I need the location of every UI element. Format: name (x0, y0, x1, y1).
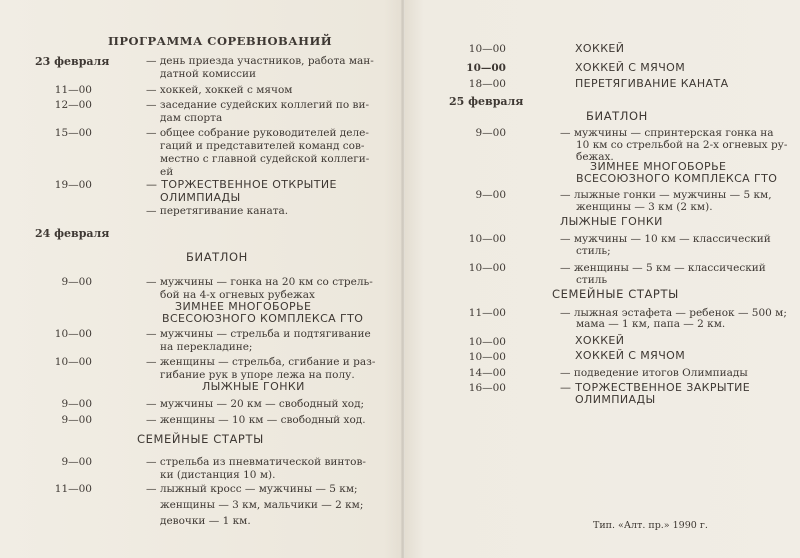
event-time: 10—00 (466, 62, 506, 74)
event-text: — хоккей, хоккей с мячом (146, 84, 293, 96)
event-text: на перекладине; (160, 341, 253, 353)
event-text: бой на 4-х огневых рубежах (160, 289, 315, 301)
event-time: 16—00 (468, 382, 506, 394)
section-heading: ЗИМНЕЕ МНОГОБОРЬЕ (175, 300, 312, 313)
event-text: — стрельба из пневматической винтов- (146, 456, 366, 468)
event-text: стиль (576, 274, 608, 286)
event-text: ОЛИМПИАДЫ (575, 393, 656, 406)
event-text: — женщины — стрельба, сгибание и раз- (146, 356, 376, 368)
event-time: 12—00 (54, 99, 92, 111)
event-text: гибание рук в упоре лежа на полу. (160, 369, 355, 381)
event-text: — общее собрание руководителей деле- (146, 127, 369, 139)
event-text: ки (дистанция 10 м). (160, 469, 276, 481)
date-heading: 25 февраля (449, 95, 524, 108)
event-text: — перетягивание каната. (146, 205, 289, 217)
event-time: 10—00 (468, 233, 506, 245)
event-text: — женщины — 5 км — классический (560, 262, 766, 274)
event-time: 18—00 (468, 78, 506, 90)
event-text: — мужчины — стрельба и подтягивание (146, 328, 371, 340)
event-text: гаций и представителей команд сов- (160, 140, 365, 152)
date-heading: 23 февраля (35, 55, 110, 68)
event-time: 10—00 (468, 43, 506, 55)
event-text: — мужчины — гонка на 20 км со стрель- (146, 276, 373, 288)
section-heading: БИАТЛОН (586, 109, 648, 123)
event-text: — лыжная эстафета — ребенок — 500 м; (560, 307, 787, 319)
event-text: — ТОРЖЕСТВЕННОЕ ОТКРЫТИЕ (146, 178, 337, 191)
event-time: 9—00 (61, 398, 92, 410)
event-text: — мужчины — спринтерская гонка на (560, 127, 774, 139)
event-text: — лыжный кросс — мужчины — 5 км; (146, 483, 358, 495)
event-text: мама — 1 км, папа — 2 км. (576, 318, 726, 330)
section-heading: ВСЕСОЮЗНОГО КОМПЛЕКСА ГТО (576, 172, 778, 185)
event-time: 10—00 (468, 262, 506, 274)
event-time: 10—00 (468, 351, 506, 363)
section-heading: ВСЕСОЮЗНОГО КОМПЛЕКСА ГТО (162, 312, 364, 325)
event-text: ХОККЕЙ С МЯЧОМ (575, 61, 686, 74)
imprint: Тип. «Алт. пр.» 1990 г. (593, 520, 708, 531)
event-text: женщины — 3 км (2 км). (576, 201, 713, 213)
page-fold (401, 0, 405, 558)
event-text: — ТОРЖЕСТВЕННОЕ ЗАКРЫТИЕ (560, 381, 751, 394)
event-text: ХОККЕЙ С МЯЧОМ (575, 349, 686, 362)
event-text: ОЛИМПИАДЫ (160, 191, 241, 204)
date-heading: 24 февраля (35, 227, 110, 240)
event-time: 11—00 (54, 483, 92, 495)
event-text: дам спорта (160, 112, 223, 124)
section-heading: СЕМЕЙНЫЕ СТАРТЫ (552, 287, 679, 301)
event-text: женщины — 3 км, мальчики — 2 км; (160, 499, 364, 511)
event-text: — день приезда участников, работа ман- (146, 55, 374, 67)
event-text: — мужчины — 10 км — классический (560, 233, 771, 245)
event-time: 11—00 (468, 307, 506, 319)
event-text: бежах. (576, 151, 614, 163)
event-text: ХОККЕЙ (575, 42, 625, 55)
page-title: ПРОГРАММА СОРЕВНОВАНИЙ (108, 34, 333, 48)
event-time: 14—00 (468, 367, 506, 379)
event-time: 9—00 (61, 414, 92, 426)
event-text: ей (160, 166, 174, 178)
event-time: 11—00 (54, 84, 92, 96)
event-text: девочки — 1 км. (160, 515, 251, 527)
event-text: — заседание судейских коллегий по ви- (146, 99, 370, 111)
event-time: 10—00 (54, 328, 92, 340)
event-text: — женщины — 10 км — свободный ход. (146, 414, 366, 426)
event-time: 10—00 (468, 336, 506, 348)
event-time: 9—00 (475, 189, 506, 201)
event-time: 9—00 (61, 276, 92, 288)
section-heading: БИАТЛОН (186, 250, 248, 264)
section-heading: ЛЫЖНЫЕ ГОНКИ (560, 215, 663, 228)
event-time: 15—00 (54, 127, 92, 139)
event-text: ПЕРЕТЯГИВАНИЕ КАНАТА (575, 77, 729, 90)
event-text: ХОККЕЙ (575, 334, 625, 347)
event-text: — мужчины — 20 км — свободный ход; (146, 398, 365, 410)
event-text: датной комиссии (160, 68, 256, 80)
event-time: 9—00 (475, 127, 506, 139)
event-text: стиль; (576, 245, 611, 257)
event-time: 9—00 (61, 456, 92, 468)
event-time: 19—00 (54, 179, 92, 191)
event-text: — подведение итогов Олимпиады (560, 367, 748, 379)
event-text: 10 км со стрельбой на 2-х огневых ру- (576, 139, 788, 151)
section-heading: ЗИМНЕЕ МНОГОБОРЬЕ (590, 160, 727, 173)
section-heading: ЛЫЖНЫЕ ГОНКИ (202, 380, 305, 393)
section-heading: СЕМЕЙНЫЕ СТАРТЫ (137, 432, 264, 446)
event-text: местно с главной судейской коллеги- (160, 153, 370, 165)
event-text: — лыжные гонки — мужчины — 5 км, (560, 189, 772, 201)
event-time: 10—00 (54, 356, 92, 368)
